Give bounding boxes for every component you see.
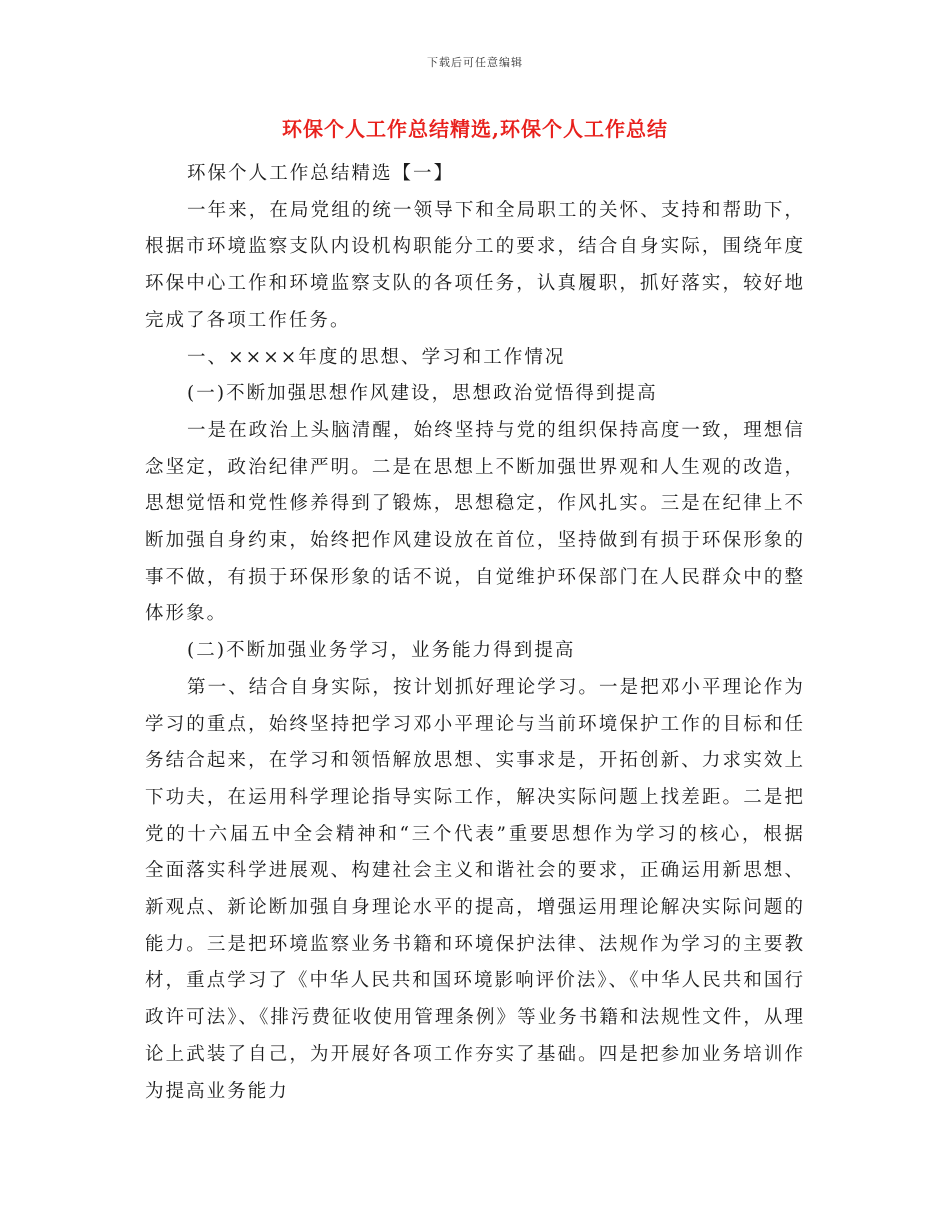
body-paragraph-politics: 一是在政治上头脑清醒，始终坚持与党的组织保持高度一致，理想信念坚定，政治纪律严明。二是在思想上不断加强世界观和人生观的改造，思想觉悟和党性修养得到了锻炼，思想稳定，作风扎实。三是在纪律上不断加强自身约束，始终把作风建设放在首位，坚持做到有损于环保形象的事不做，有损于环保形象的话不说，自觉维护环保部门在人民群众中的整体形象。 bbox=[145, 419, 805, 625]
subheading-1: (一)不断加强思想作风建设，思想政治觉悟得到提高 bbox=[187, 383, 658, 405]
document-body bbox=[145, 156, 805, 1110]
heading-part-one: 一、××××年度的思想、学习和工作情况 bbox=[187, 346, 566, 368]
section-heading-one: 环保个人工作总结精选【一】 bbox=[187, 163, 455, 184]
subheading-2: (二)不断加强业务学习，业务能力得到提高 bbox=[187, 640, 576, 662]
intro-paragraph: 一年来，在局党组的统一领导下和全局职工的关怀、支持和帮助下，根据市环境监察支队内设机构职能分工的要求，结合自身实际，围绕年度环保中心工作和环境监察支队的各项任务，认真履职，抓好落实，较好地完成了各项工作任务。 bbox=[145, 199, 805, 331]
document-title: 环保个人工作总结精选,环保个人工作总结 bbox=[282, 117, 668, 141]
page-header-note: 下载后可任意编辑 bbox=[427, 56, 523, 69]
body-paragraph-study: 第一、结合自身实际，按计划抓好理论学习。一是把邓小平理论作为学习的重点，始终坚持把学习邓小平理论与当前环境保护工作的目标和任务结合起来，在学习和领悟解放思想、实事求是，开拓创新、力求实效上下功夫，在运用科学理论指导实际工作，解决实际问题上找差距。二是把党的十六届五中全会精神和“三个代表”重要思想作为学习的核心，根据全面落实科学进展观、构建社会主义和谐社会的要求，正确运用新思想、新观点、新论断加强自身理论水平的提高，增强运用理论解决实际问题的能力。三是把环境监察业务书籍和环境保护法律、法规作为学习的主要教材，重点学习了《中华人民共和国环境影响评价法》、《中华人民共和国行政许可法》、《排污费征收使用管理条例》等业务书籍和法规性文件，从理论上武装了自己，为开展好各项工作夯实了基础。四是把参加业务培训作为提高业务能力 bbox=[145, 676, 805, 1102]
